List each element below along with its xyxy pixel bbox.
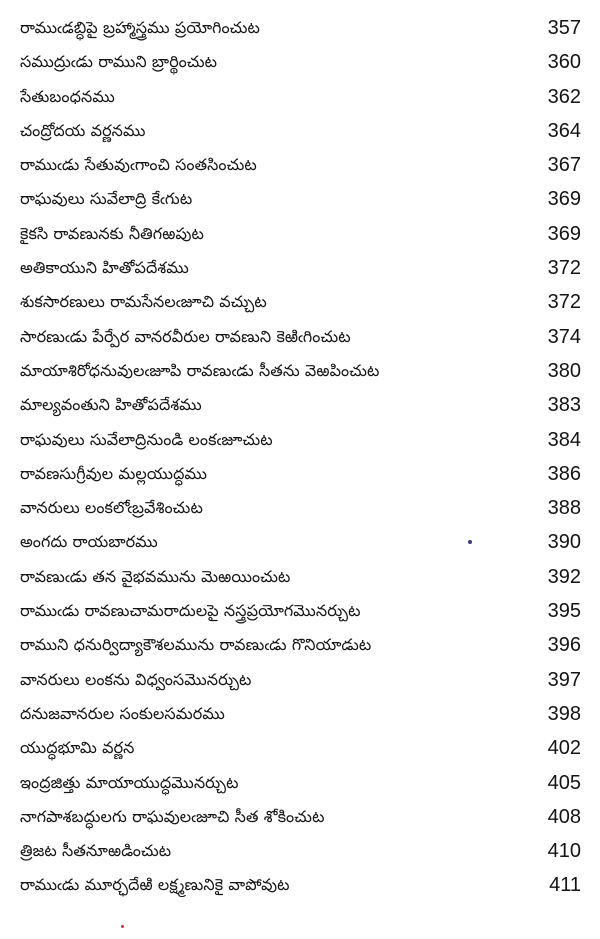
toc-entry bbox=[0, 217, 600, 251]
toc-entry bbox=[0, 80, 600, 114]
toc-entry-title: సేతుబంధనము bbox=[20, 86, 115, 106]
toc-entry-page: 357 bbox=[547, 17, 581, 39]
toc-entry-page: 364 bbox=[547, 119, 581, 142]
toc-entry bbox=[0, 457, 600, 491]
toc-entry-title: రాముఁడు మూర్ఛదేఱి లక్ష్మణునికై వాపోవుట bbox=[20, 875, 290, 895]
toc-entry-page: 367 bbox=[547, 154, 581, 177]
toc-entry bbox=[0, 11, 600, 45]
table-of-contents bbox=[0, 11, 600, 903]
toc-entry bbox=[0, 594, 600, 628]
toc-entry-page: 362 bbox=[547, 85, 581, 108]
toc-entry bbox=[0, 663, 600, 697]
toc-entry bbox=[0, 697, 600, 731]
toc-entry bbox=[0, 834, 600, 868]
toc-entry-page: 386 bbox=[547, 462, 581, 485]
toc-entry-page: 369 bbox=[547, 188, 581, 211]
toc-entry bbox=[0, 731, 600, 765]
scan-speck bbox=[121, 925, 124, 928]
toc-entry-title: రాముఁడబ్ధిపై బ్రహ్మాస్త్రము ప్రయోగించుట bbox=[20, 18, 260, 37]
toc-entry-title: మాల్యవంతుని హితోపదేశము bbox=[20, 395, 202, 415]
toc-entry bbox=[0, 388, 600, 422]
toc-entry bbox=[0, 491, 600, 525]
toc-entry-page: 411 bbox=[549, 874, 581, 897]
toc-entry-title: రావణసుగ్రీవుల మల్లయుద్ధము bbox=[20, 463, 208, 483]
toc-entry bbox=[0, 354, 600, 388]
toc-entry-title: సారణుఁడు పేర్పేర వానరవీరుల రావణుని కెఱిఁగించుట bbox=[20, 326, 351, 346]
toc-entry-title: చంద్రోదయ వర్ణనము bbox=[20, 120, 146, 140]
toc-entry-title: వానరులు లంకను విధ్వంసమొనర్చుట bbox=[20, 669, 252, 689]
toc-entry-title: నాగపాశబద్ధులగు రాఘవులఁజూచి సీత శోకించుట bbox=[20, 806, 325, 826]
toc-entry-title: త్రిజట సీతనూఱడించుట bbox=[20, 841, 172, 861]
toc-entry bbox=[0, 182, 600, 216]
toc-entry-page: 402 bbox=[547, 737, 581, 760]
toc-entry-title: రాఘవులు సువేలాద్రి కేఁగుట bbox=[20, 189, 193, 209]
toc-entry-title: రాఘవులు సువేలాద్రినుండి లంకఁజూచుట bbox=[20, 429, 273, 449]
toc-entry bbox=[0, 45, 600, 79]
toc-entry bbox=[0, 320, 600, 354]
toc-entry-title: సముద్రుఁడు రాముని బ్రార్థించుట bbox=[20, 52, 218, 72]
toc-entry-page: 410 bbox=[547, 840, 581, 863]
toc-entry-title: రావణుఁడు తన వైభవమును మెఱయించుట bbox=[20, 566, 291, 586]
toc-entry bbox=[0, 285, 600, 319]
toc-entry-page: 380 bbox=[547, 359, 581, 382]
toc-entry bbox=[0, 423, 600, 457]
toc-entry-title: రాముఁడు రావణుచామరాదులపై నస్త్రప్రయోగమొనర్చుట bbox=[20, 601, 361, 621]
toc-entry-title: దనుజవానరుల సంకులసమరము bbox=[20, 703, 225, 723]
toc-entry-page: 388 bbox=[547, 497, 581, 520]
toc-entry-page: 396 bbox=[547, 634, 581, 657]
toc-entry bbox=[0, 868, 600, 902]
toc-entry-title: మాయాశిరోధనువులఁజూపి రావణుఁడు సీతను వెఱపించుట bbox=[20, 360, 380, 380]
toc-entry-title: కైకసి రావణునకు నీతిగఱపుట bbox=[20, 223, 204, 243]
toc-entry-page: 369 bbox=[547, 222, 581, 245]
toc-entry bbox=[0, 251, 600, 285]
toc-entry-page: 372 bbox=[547, 291, 581, 314]
toc-entry-title: యుద్ధభూమి వర్ణన bbox=[20, 738, 135, 758]
toc-entry-title: అంగదు రాయబారము bbox=[20, 532, 158, 552]
toc-entry-page: 383 bbox=[547, 394, 581, 417]
toc-entry-title: శుకసారణులు రామసేనలఁజూచి వచ్చుట bbox=[20, 292, 267, 312]
toc-entry-page: 398 bbox=[547, 702, 581, 725]
toc-entry-page: 405 bbox=[547, 771, 581, 794]
toc-entry-page: 384 bbox=[547, 428, 581, 451]
toc-entry-page: 395 bbox=[547, 600, 581, 623]
toc-entry-title: వానరులు లంకలోఁబ్రవేశించుట bbox=[20, 498, 203, 518]
toc-entry-page: 374 bbox=[547, 325, 581, 348]
toc-entry-page: 360 bbox=[547, 51, 581, 74]
toc-entry-title: అతికాయుని హితోపదేశము bbox=[20, 258, 189, 278]
toc-entry-title: రాముఁడు సేతువుఁగాంచి సంతసించుట bbox=[20, 155, 257, 175]
toc-entry-page: 392 bbox=[547, 565, 581, 588]
toc-entry bbox=[0, 148, 600, 182]
scan-speck bbox=[468, 540, 472, 544]
toc-entry-page: 372 bbox=[547, 257, 581, 280]
toc-entry bbox=[0, 114, 600, 148]
toc-entry-title: రాముని ధనుర్విద్యాకౌశలమును రావణుఁడు గొనియాడుట bbox=[20, 635, 372, 655]
toc-entry-page: 390 bbox=[547, 531, 581, 554]
toc-entry bbox=[0, 766, 600, 800]
toc-entry bbox=[0, 800, 600, 834]
toc-entry bbox=[0, 560, 600, 594]
toc-entry bbox=[0, 628, 600, 662]
toc-entry bbox=[0, 525, 600, 559]
toc-entry-title: ఇంద్రజిత్తు మాయాయుద్ధమొనర్చుట bbox=[20, 772, 239, 792]
toc-entry-page: 397 bbox=[547, 668, 581, 691]
toc-entry-page: 408 bbox=[547, 805, 581, 828]
